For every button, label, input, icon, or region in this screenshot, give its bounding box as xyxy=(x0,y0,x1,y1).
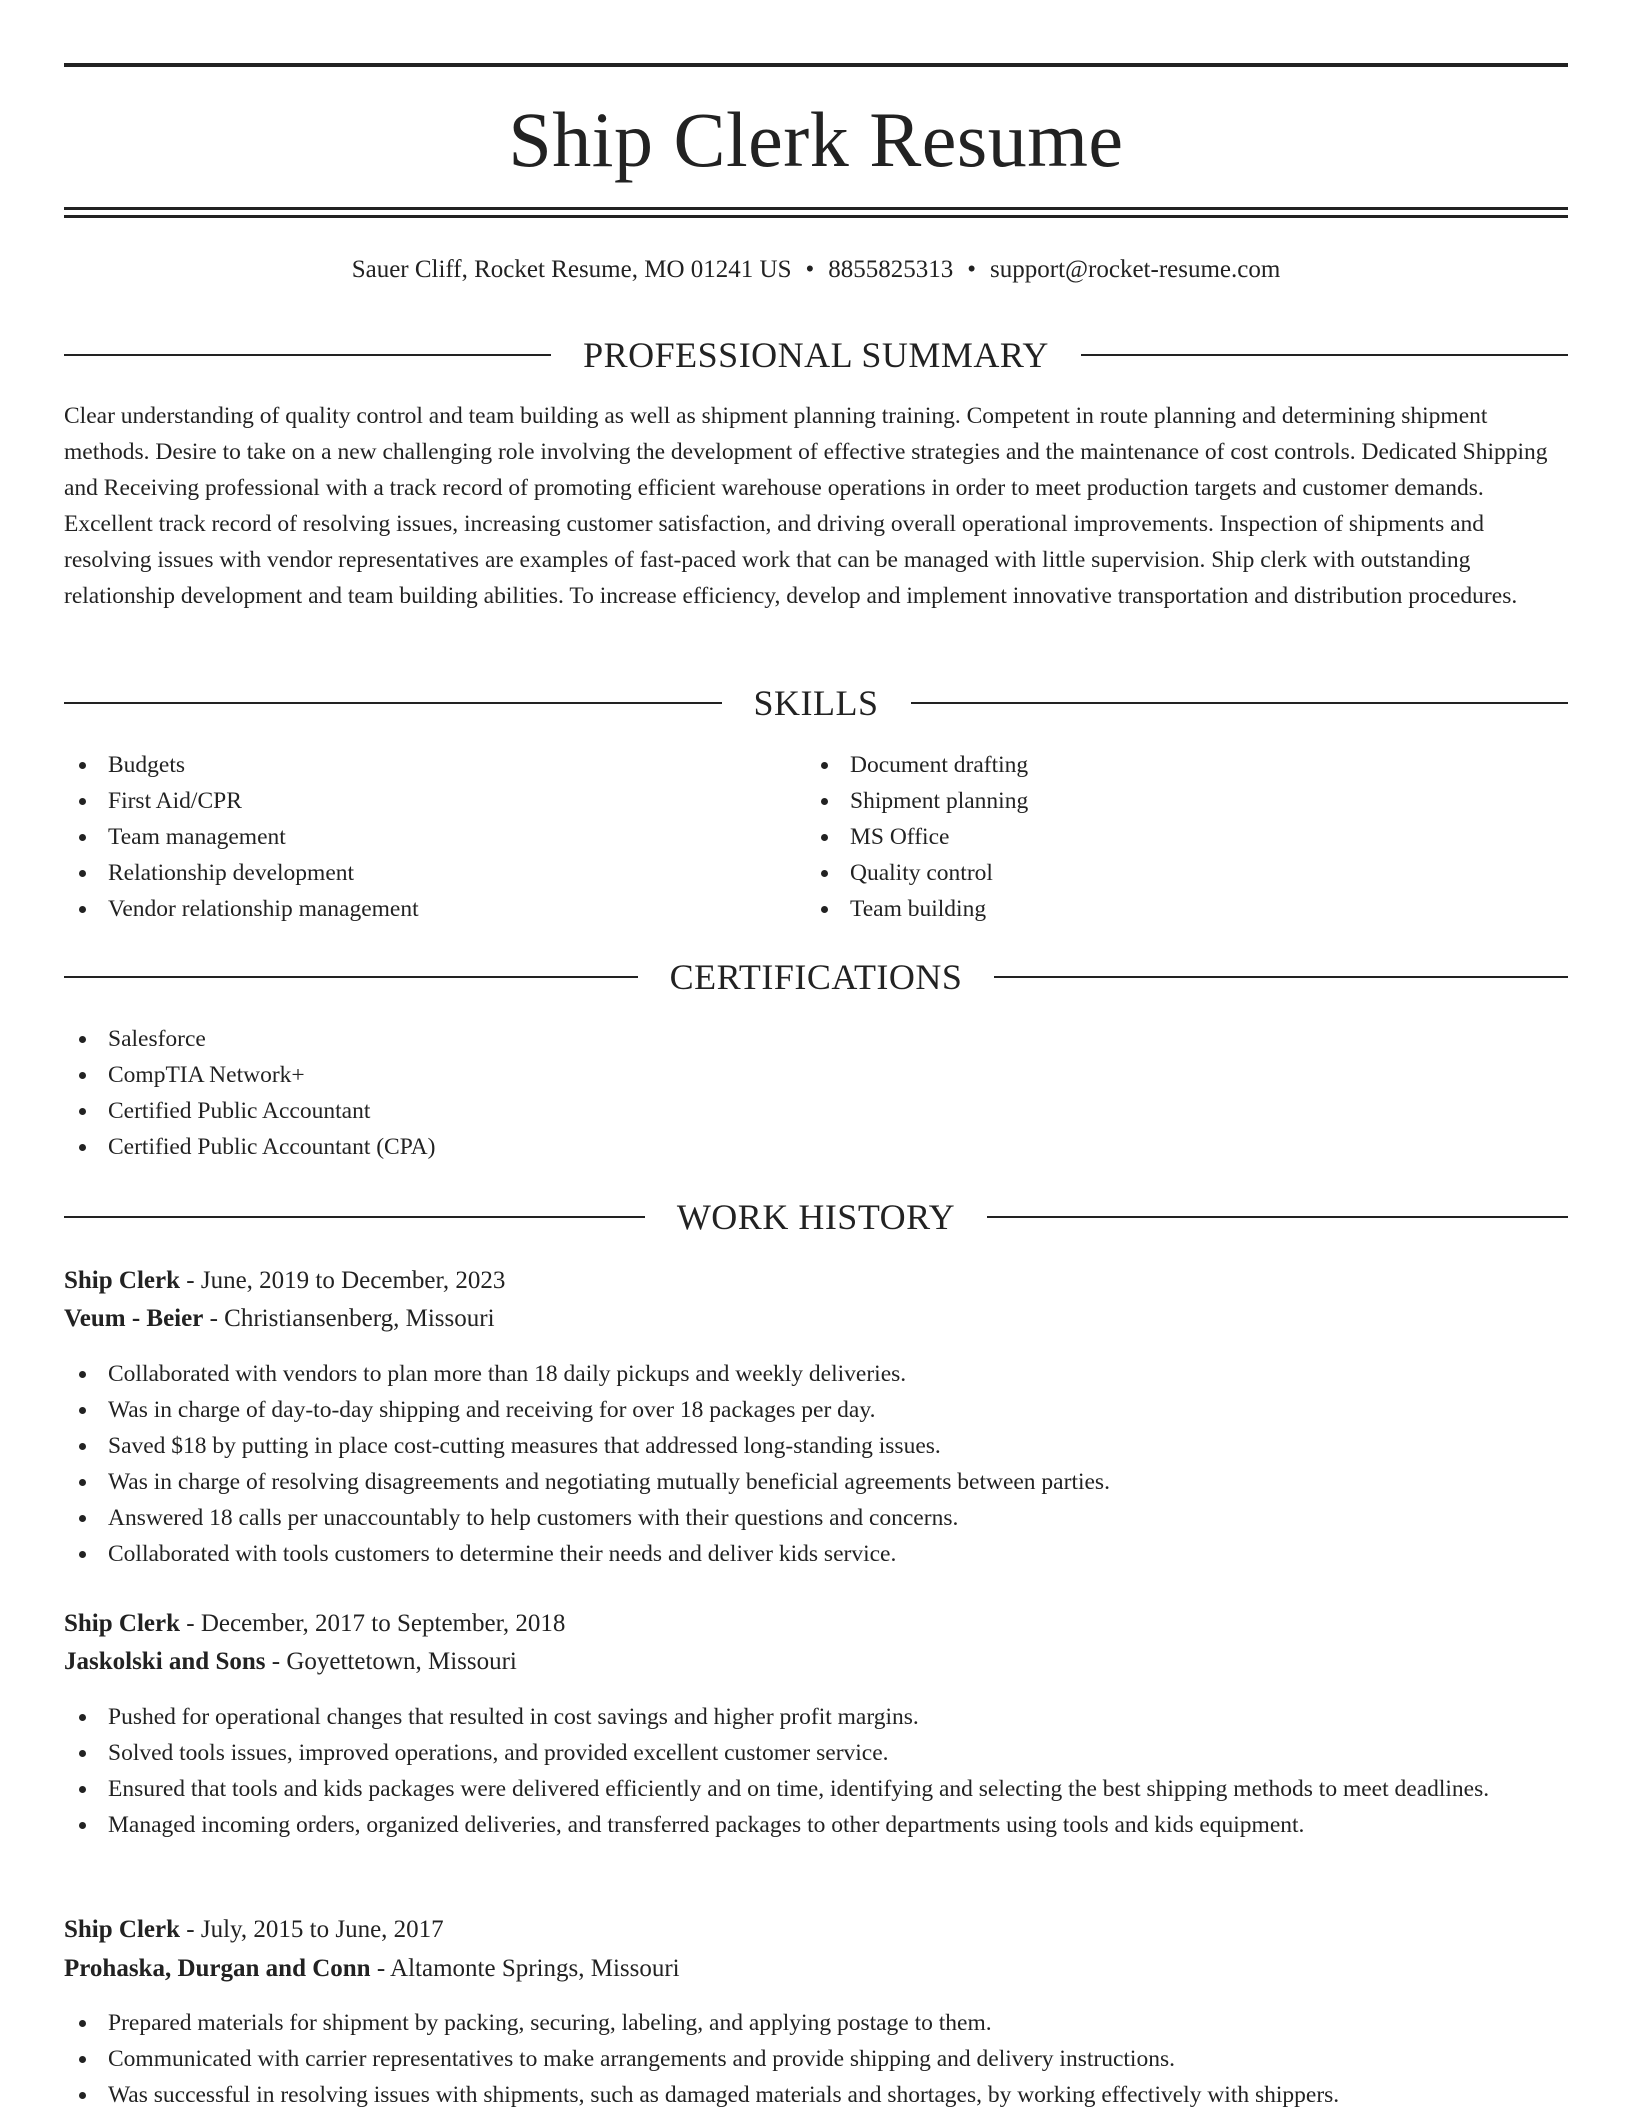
section-rule xyxy=(64,1216,645,1218)
job-bullets xyxy=(64,2005,1568,2113)
job-title-line xyxy=(64,1911,1568,1949)
summary-text: Clear understanding of quality control and team building as well as shipment planning training. Competent in route planning and determining shipment methods. Desire to take on a new challenging role involving the development of effective strategies and the maintenance of cost controls. Dedicated Shipping and Receiving professional with a track record of promoting efficient warehouse operations in order to meet production targets and customer demands. Excellent track record of resolving issues, increasing customer satisfaction, and driving overall operational improvements. Inspection of shipments and resolving issues with vendor representatives are examples of fast-paced work that can be managed with little supervision. Ship clerk with outstanding relationship development and team building abilities. To increase efficiency, develop and implement innovative transportation and distribution procedures. xyxy=(64,403,1548,609)
job-bullets xyxy=(64,1356,1568,1572)
skills-section-header xyxy=(64,681,1568,725)
certification-item: CompTIA Network+ xyxy=(64,1057,1568,1093)
work-history-heading: WORK HISTORY xyxy=(676,1197,956,1237)
job-bullet: Was successful in resolving issues with shipments, such as damaged materials and shortages, by working effectively with shippers. xyxy=(64,2077,1568,2113)
job-bullet: Collaborated with vendors to plan more than 18 daily pickups and weekly deliveries. xyxy=(64,1356,1568,1392)
job-bullet: Pushed for operational changes that resulted in cost savings and higher profit margins. xyxy=(64,1699,1544,1735)
job-bullet: Collaborated with tools customers to determine their needs and deliver kids service. xyxy=(64,1536,1568,1572)
section-rule xyxy=(64,976,638,978)
job-dates: - June, 2019 to December, 2023 xyxy=(186,1267,506,1294)
certification-item: Certified Public Accountant xyxy=(64,1093,1568,1129)
contact-phone: 8855825313 xyxy=(828,256,954,283)
contact-separator: • xyxy=(967,256,977,283)
job-location: - Altamonte Springs, Missouri xyxy=(376,1955,680,1982)
job-location: - Goyettetown, Missouri xyxy=(271,1648,517,1675)
certifications-list xyxy=(64,1021,1568,1165)
skill-item: Shipment planning xyxy=(806,783,1546,819)
job-company: Veum - Beier xyxy=(64,1305,204,1332)
job-bullet: Ensured that tools and kids packages were delivered efficiently and on time, identifying and selecting the best shipping methods to meet deadlines. xyxy=(64,1771,1544,1807)
job-company: Jaskolski and Sons xyxy=(64,1648,266,1675)
job-company-line xyxy=(64,1950,1568,1988)
job-title: Ship Clerk xyxy=(64,1916,181,1943)
skill-item: Team management xyxy=(64,819,804,855)
skills-list-left xyxy=(64,747,804,927)
job-bullet: Saved $18 by putting in place cost-cutting measures that addressed long-standing issues. xyxy=(64,1428,1568,1464)
job-bullet: Was in charge of day-to-day shipping and receiving for over 18 packages per day. xyxy=(64,1392,1568,1428)
job-bullet: Solved tools issues, improved operations, and provided excellent customer service. xyxy=(64,1735,1544,1771)
job-bullet: Prepared materials for shipment by packing, securing, labeling, and applying postage to them. xyxy=(64,2005,1568,2041)
job-dates: - July, 2015 to June, 2017 xyxy=(186,1916,444,1943)
header-rule-lower xyxy=(64,215,1568,218)
certifications-section-header xyxy=(64,955,1568,999)
job-bullet: Answered 18 calls per unaccountably to help customers with their questions and concerns. xyxy=(64,1500,1568,1536)
skill-item: Relationship development xyxy=(64,855,804,891)
job-location: - Christiansenberg, Missouri xyxy=(209,1305,495,1332)
skill-item: Document drafting xyxy=(806,747,1546,783)
contact-email: support@rocket-resume.com xyxy=(990,256,1281,283)
skills-list-right xyxy=(806,747,1546,927)
job-bullet: Communicated with carrier representatives to make arrangements and provide shipping and delivery instructions. xyxy=(64,2041,1568,2077)
contact-line xyxy=(64,252,1568,288)
resume-title: Ship Clerk Resume xyxy=(508,96,1124,183)
job-title: Ship Clerk xyxy=(64,1267,181,1294)
job-company-line xyxy=(64,1300,1568,1338)
skill-item: First Aid/CPR xyxy=(64,783,804,819)
section-rule xyxy=(994,976,1568,978)
skill-item: Team building xyxy=(806,891,1546,927)
summary-heading: PROFESSIONAL SUMMARY xyxy=(583,335,1049,375)
section-rule xyxy=(64,354,551,356)
job-title: Ship Clerk xyxy=(64,1610,181,1637)
skill-item: Vendor relationship management xyxy=(64,891,804,927)
skill-item: Budgets xyxy=(64,747,804,783)
job-company-line xyxy=(64,1643,1568,1681)
header-top-rule xyxy=(64,63,1568,67)
header-rule-upper xyxy=(64,207,1568,210)
certification-item: Certified Public Accountant (CPA) xyxy=(64,1129,1568,1165)
section-rule xyxy=(987,1216,1568,1218)
skill-item: Quality control xyxy=(806,855,1546,891)
work-history-section-header xyxy=(64,1195,1568,1239)
section-rule xyxy=(1081,354,1568,356)
job-title-line xyxy=(64,1262,1568,1300)
contact-address: Sauer Cliff, Rocket Resume, MO 01241 US xyxy=(351,256,792,283)
certification-item: Salesforce xyxy=(64,1021,1568,1057)
job-dates: - December, 2017 to September, 2018 xyxy=(186,1610,566,1637)
job-company: Prohaska, Durgan and Conn xyxy=(64,1955,371,1982)
section-rule xyxy=(911,702,1569,704)
contact-separator: • xyxy=(805,256,815,283)
certifications-heading: CERTIFICATIONS xyxy=(669,957,963,997)
job-bullets xyxy=(64,1699,1544,1843)
section-rule xyxy=(64,702,722,704)
summary-section-header xyxy=(64,333,1568,377)
job-title-line xyxy=(64,1605,1568,1643)
job-bullet: Managed incoming orders, organized deliveries, and transferred packages to other departments using tools and kids equipment. xyxy=(64,1807,1544,1843)
job-bullet: Was in charge of resolving disagreements and negotiating mutually beneficial agreements between parties. xyxy=(64,1464,1568,1500)
skills-heading: SKILLS xyxy=(753,683,879,723)
skill-item: MS Office xyxy=(806,819,1546,855)
